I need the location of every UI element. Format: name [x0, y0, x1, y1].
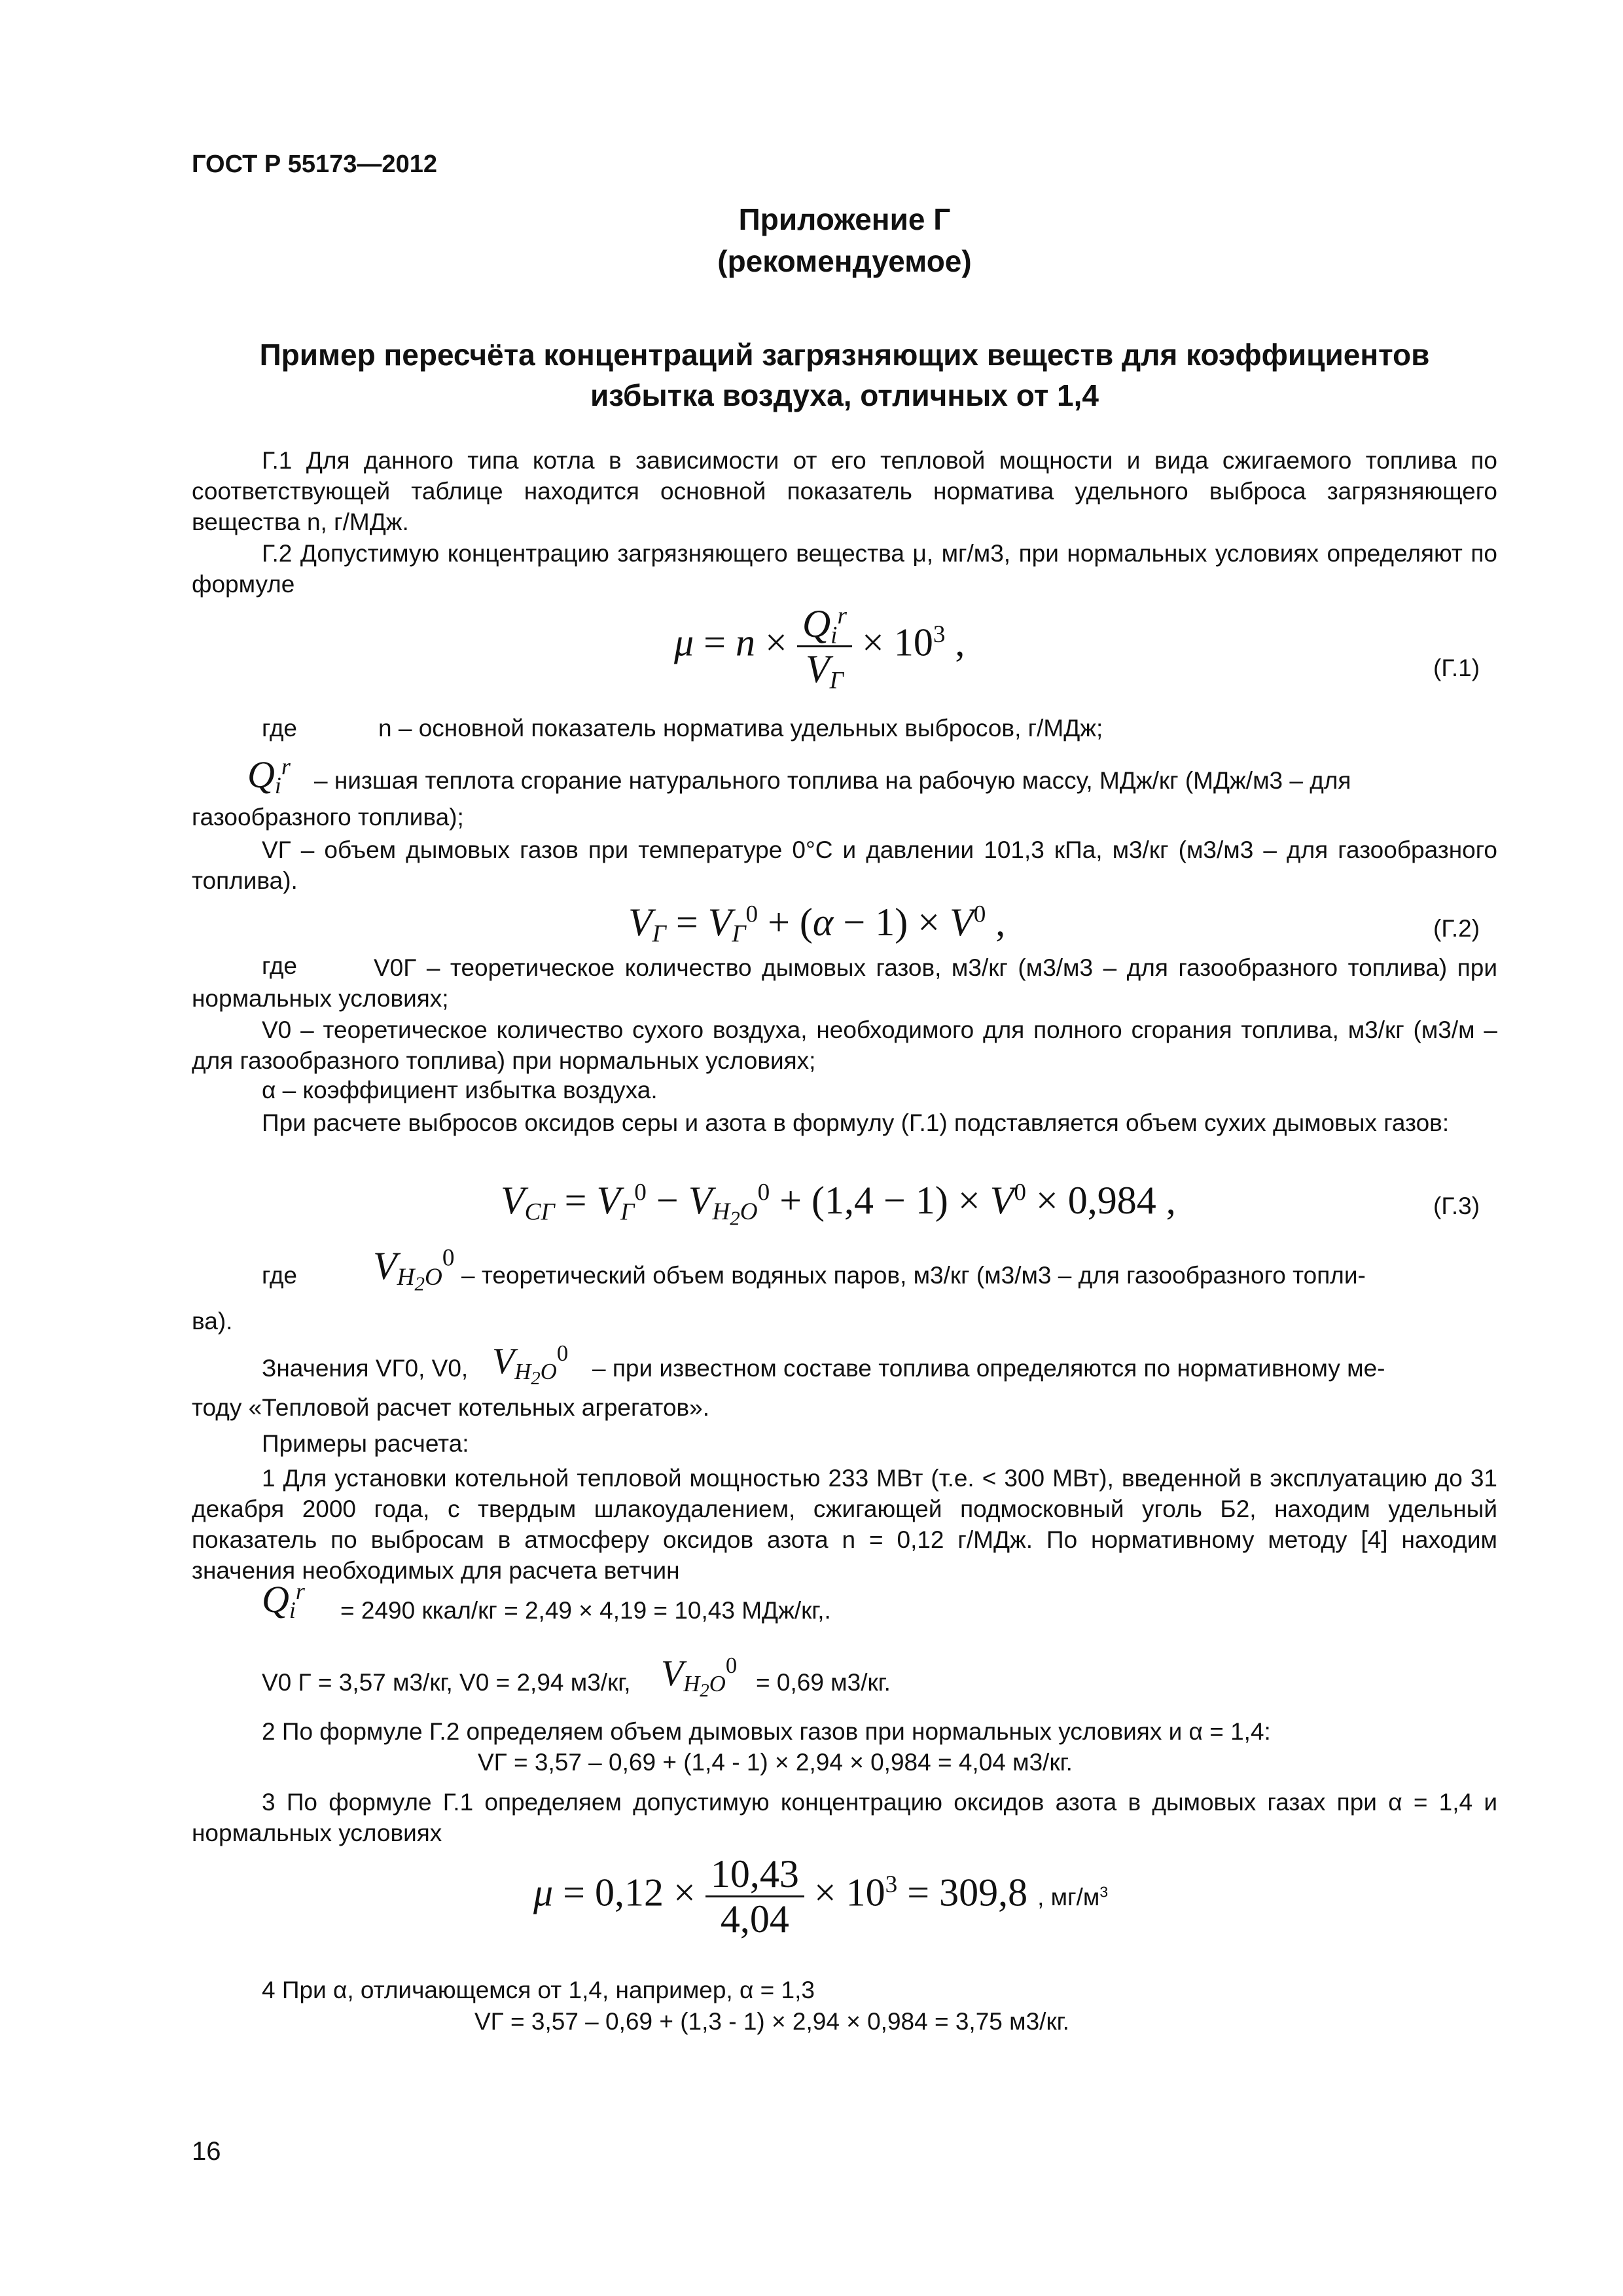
calc-v-b: = 0,69 м3/кг. — [756, 1669, 891, 1696]
formula-g1-number: (Г.1) — [1433, 655, 1480, 681]
examples-label: Примеры расчета: — [262, 1430, 469, 1457]
definition-vh2o-a: – теоретический объем водяных паров, м3/кг (м3/м3 – для газообразного топли- — [461, 1262, 1366, 1289]
page-number: 16 — [192, 2137, 221, 2166]
where-label-1: где — [262, 715, 298, 742]
appendix-note: (рекомендуемое) — [717, 244, 972, 278]
where-label-3: где — [262, 1262, 298, 1289]
paragraph-g1: Г.1 Для данного типа котла в зависимости от его тепловой мощности и вида сжигаемого топлива по соответствующей таблице находится основной показатель норматива удельного выброса загрязняющего вещества n, г/МДж. — [192, 447, 1497, 535]
formula-g2: $V_Г = V_Г^0 + (\alpha - 1) \times V^0$ , — [628, 901, 1006, 948]
values-text-b: – при известном составе топлива определяются по нормативному ме- — [592, 1355, 1385, 1382]
values-text-a: Значения VГ0, V0, — [262, 1355, 469, 1382]
formula-g2-number: (Г.2) — [1433, 915, 1480, 942]
symbol-vh2o-3: $V_{H_2O}^0$ — [661, 1652, 738, 1701]
section-title-line-1: Пример пересчёта концентраций загрязняющих веществ для коэффициентов — [259, 338, 1430, 372]
example-2-b: VГ = 3,57 – 0,69 + (1,4 - 1) × 2,94 × 0,984 = 4,04 м3/кг. — [478, 1749, 1073, 1776]
standard-header: ГОСТ Р 55173—2012 — [192, 151, 437, 178]
definition-vh2o-b: ва). — [192, 1308, 233, 1335]
formula-g3: $V_{СГ} = V_Г^0 - V_{H_2O}^0 + (1,4 - 1) \times V^0 \times 0,984$ , — [501, 1179, 1176, 1230]
where-label-2: где — [262, 952, 298, 979]
formula-g3-number: (Г.3) — [1433, 1193, 1480, 1219]
symbol-q-2: $Q_i^r$ — [262, 1578, 305, 1623]
values-text-c: тоду «Тепловой расчет котельных агрегатов». — [192, 1394, 710, 1421]
symbol-vh2o-2: $V_{H_2O}^0$ — [492, 1340, 569, 1389]
definition-q-a: – низшая теплота сгорание натурального топлива на рабочую массу, МДж/кг (МДж/м3 – для — [314, 767, 1351, 794]
example-4-a: 4 При α, отличающемся от 1,4, например, α = 1,3 — [262, 1977, 815, 2003]
definition-q-b: газообразного топлива); — [192, 804, 464, 831]
definition-v0: V0 – теоретическое количество сухого воздуха, необходимого для полного сгорания топлива, м3/кг (м3/м – для газообразного топлива) при нормальных условиях; — [192, 1016, 1497, 1074]
symbol-vh2o: $V_{H_2O}^0$ — [373, 1244, 455, 1295]
definition-v0g: V0Г – теоретическое количество дымовых газов, м3/кг (м3/м3 – для газообразного топлива) при нормальных условиях; — [192, 954, 1497, 1012]
appendix-title: Приложение Г — [738, 202, 951, 236]
definition-vg: VГ – объем дымовых газов при температуре 0°С и давлении 101,3 кПа, м3/кг (м3/м3 – для газообразного топлива). — [192, 836, 1497, 894]
section-title-line-2: избытка воздуха, отличных от 1,4 — [590, 378, 1099, 412]
calc-v-a: V0 Г = 3,57 м3/кг, V0 = 2,94 м3/кг, — [262, 1669, 631, 1696]
definition-n: n – основной показатель норматива удельных выбросов, г/МДж; — [378, 715, 1103, 742]
formula-example-3: μ = 0,12 × $\frac{10,43}{4,04}$ × $10^3 = 309,8$ , $мг/м^3$ — [533, 1852, 1109, 1941]
definition-alpha: α – коэффициент избытка воздуха. — [262, 1077, 658, 1103]
formula-g1: μ = n × $\frac{Q_i^r}{V_Г}$ × $10^3$ , — [674, 602, 965, 694]
example-1: 1 Для установки котельной тепловой мощностью 233 МВт (т.е. < 300 МВт), введенной в эксплуатацию до 31 декабря 2000 года, с твердым шлакоудалением, сжигающей подмосковный уголь Б2, находим удельный показатель по выбросам в атмосферу оксидов азота n = 0,12 г/МДж. По нормативному методу [4] находим значения необходимых для расчета ветчин — [192, 1465, 1497, 1584]
paragraph-dry-gases: При расчете выбросов оксидов серы и азота в формулу (Г.1) подставляется объем сухих дымовых газов: — [262, 1109, 1450, 1136]
calc-q: = 2490 ккал/кг = 2,49 × 4,19 = 10,43 МДж/кг,. — [340, 1597, 831, 1624]
example-2-a: 2 По формуле Г.2 определяем объем дымовых газов при нормальных условиях и α = 1,4: — [262, 1718, 1271, 1745]
example-4-b: VГ = 3,57 – 0,69 + (1,3 - 1) × 2,94 × 0,984 = 3,75 м3/кг. — [474, 2008, 1069, 2035]
example-3: 3 По формуле Г.1 определяем допустимую концентрацию оксидов азота в дымовых газах при α = 1,4 и нормальных условиях — [192, 1789, 1497, 1846]
symbol-q: $Q_i^r$ — [247, 753, 291, 798]
paragraph-g2: Г.2 Допустимую концентрацию загрязняющего вещества μ, мг/м3, при нормальных условиях определяют по формуле — [192, 540, 1497, 598]
